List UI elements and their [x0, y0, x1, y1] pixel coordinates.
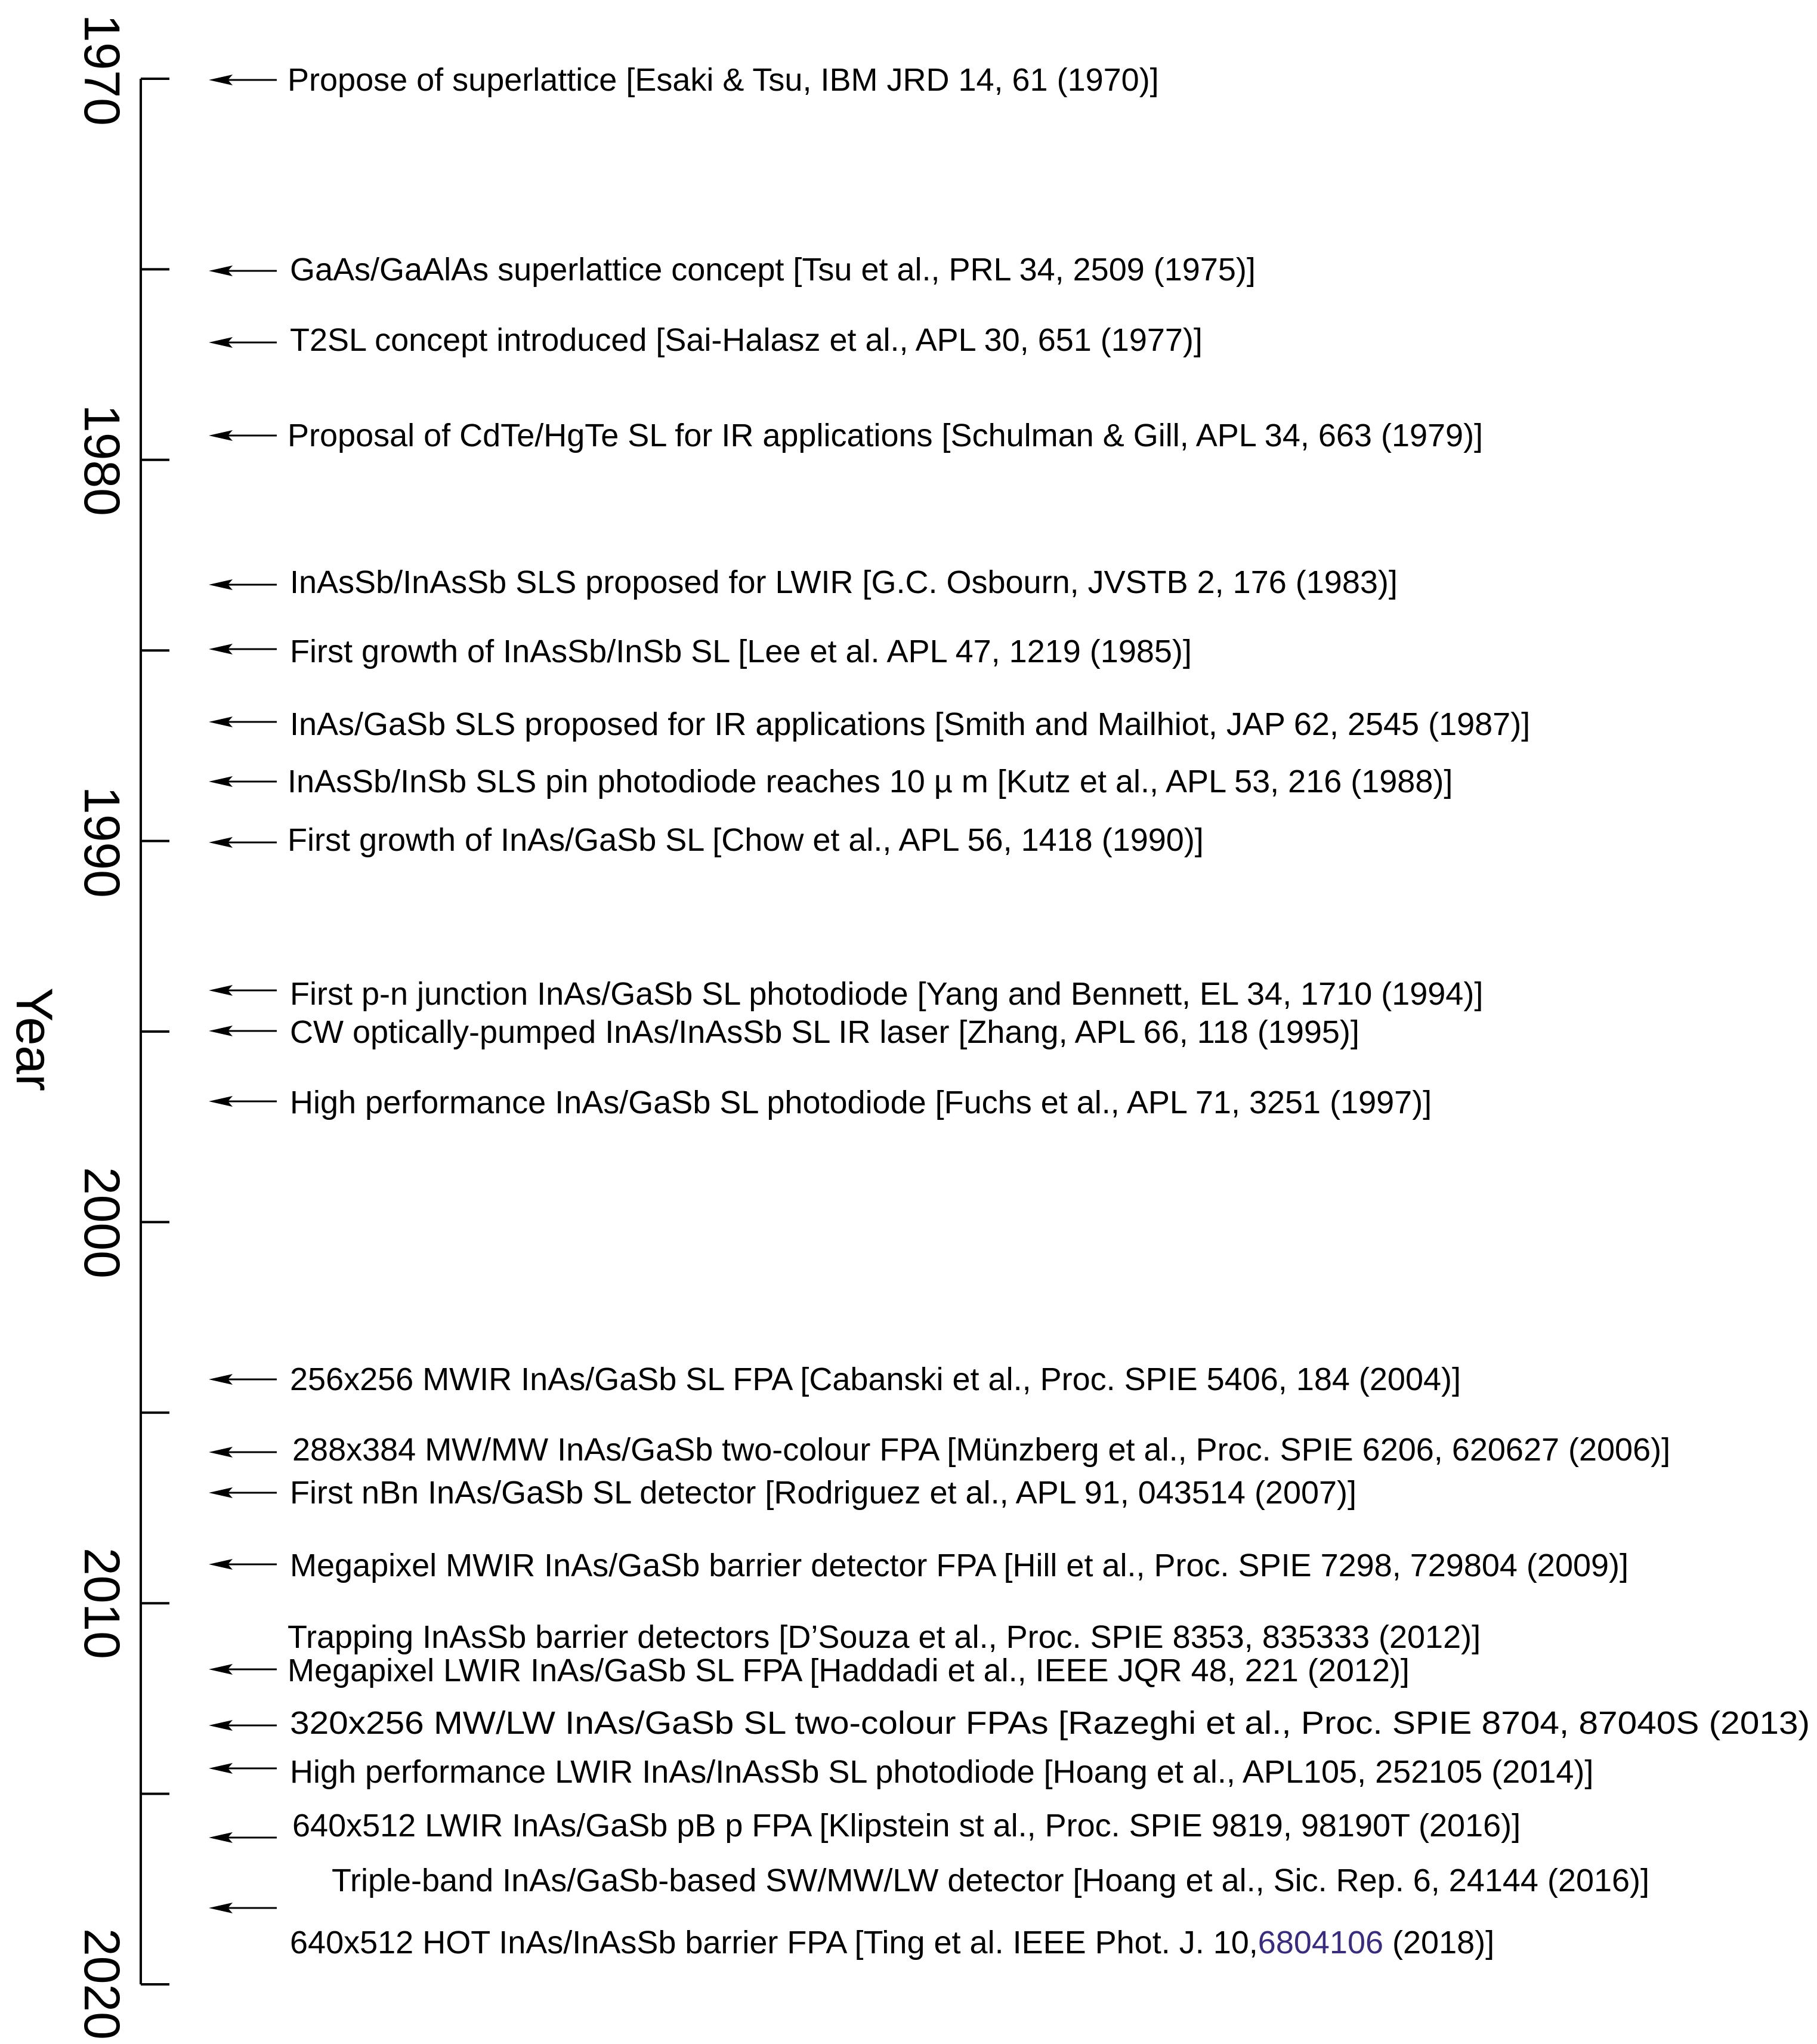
event-text: First growth of InAs/GaSb SL [Chow et al., APL 56, 1418 (1990)]: [288, 822, 1204, 858]
event-text: 256x256 MWIR InAs/GaSb SL FPA [Cabanski et al., Proc. SPIE 5406, 184 (2004)]: [290, 1361, 1461, 1397]
event-arrow: [209, 1664, 277, 1675]
event-text: Trapping InAsSb barrier detectors [D’Souza et al., Proc. SPIE 8353, 835333 (2012)]: [288, 1619, 1481, 1655]
event-arrow: [209, 430, 277, 441]
event-text: 640x512 LWIR InAs/GaSb pB p FPA [Klipstein st al., Proc. SPIE 9819, 98190T (2016)]: [292, 1808, 1521, 1844]
axis-title: Year: [5, 987, 63, 1091]
year-label-2000: 2000: [74, 1167, 130, 1279]
event-text: Megapixel LWIR InAs/GaSb SL FPA [Haddadi et al., IEEE JQR 48, 221 (2012)]: [288, 1653, 1410, 1688]
event-arrow: [209, 265, 277, 276]
event-arrow: [209, 644, 277, 654]
event-arrow: [209, 1374, 277, 1385]
event-text: InAsSb/InSb SLS pin photodiode reaches 10 µ m [Kutz et al., APL 53, 216 (1988)]: [288, 764, 1453, 799]
event-text: InAsSb/InAsSb SLS proposed for LWIR [G.C. Osbourn, JVSTB 2, 176 (1983)]: [290, 564, 1398, 600]
event-arrow: [209, 776, 277, 787]
event-text: 320x256 MW/LW InAs/GaSb SL two-colour FPAs [Razeghi et al., Proc. SPIE 8704, 87040S (2013): [290, 1705, 1810, 1741]
event-arrow: [209, 1447, 277, 1458]
event-arrow: [209, 837, 277, 848]
event-text: InAs/GaSb SLS proposed for IR applications [Smith and Mailhiot, JAP 62, 2545 (1987)]: [290, 706, 1531, 742]
event-arrow: [209, 1487, 277, 1498]
event-text: T2SL concept introduced [Sai-Halasz et al., APL 30, 651 (1977)]: [290, 322, 1203, 358]
event-text-highlighted: [290, 1925, 1494, 1960]
event-arrow: [209, 75, 277, 85]
year-label-2020: 2020: [74, 1928, 130, 2040]
event-arrow: [209, 1559, 277, 1570]
event-arrow: [209, 1832, 277, 1843]
event-arrow: [209, 1903, 277, 1913]
event-text: High performance LWIR InAs/InAsSb SL photodiode [Hoang et al., APL105, 252105 (2014)]: [290, 1754, 1594, 1790]
event-text: GaAs/GaAlAs superlattice concept [Tsu et al., PRL 34, 2509 (1975)]: [290, 252, 1256, 288]
year-label-1970: 1970: [74, 14, 130, 126]
event-text-part: 640x512 HOT InAs/InAsSb barrier FPA [Ting et al. IEEE Phot. J. 10,: [290, 1925, 1258, 1960]
event-arrow: [209, 1720, 277, 1731]
event-text: First p-n junction InAs/GaSb SL photodiode [Yang and Bennett, EL 34, 1710 (1994)]: [290, 976, 1484, 1012]
event-arrow: [209, 579, 277, 590]
year-label-2010: 2010: [74, 1548, 130, 1659]
event-arrow: [209, 717, 277, 727]
year-label-1990: 1990: [74, 786, 130, 898]
timeline-ticks: [141, 79, 169, 1984]
event-arrow: [209, 1026, 277, 1036]
event-text: Proposal of CdTe/HgTe SL for IR applications [Schulman & Gill, APL 34, 663 (1979)]: [288, 418, 1484, 453]
event-text: Megapixel MWIR InAs/GaSb barrier detector FPA [Hill et al., Proc. SPIE 7298, 729804 (2009)]: [290, 1548, 1629, 1583]
event-text: CW optically-pumped InAs/InAsSb SL IR laser [Zhang, APL 66, 118 (1995)]: [290, 1014, 1359, 1050]
year-labels: [74, 14, 130, 2040]
event-text: Propose of superlattice [Esaki & Tsu, IBM JRD 14, 61 (1970)]: [288, 62, 1159, 98]
event-text-part: (2018)]: [1383, 1925, 1495, 1960]
event-arrow: [209, 1096, 277, 1107]
event-text: Triple-band InAs/GaSb-based SW/MW/LW detector [Hoang et al., Sic. Rep. 6, 24144 (2016)]: [332, 1863, 1650, 1898]
event-text: High performance InAs/GaSb SL photodiode [Fuchs et al., APL 71, 3251 (1997)]: [290, 1085, 1432, 1120]
event-arrow: [209, 985, 277, 996]
event-arrow: [209, 1763, 277, 1774]
year-label-1980: 1980: [74, 405, 130, 516]
patent-number-highlight: 6804106: [1257, 1925, 1384, 1960]
event-text: First growth of InAsSb/InSb SL [Lee et al. APL 47, 1219 (1985)]: [290, 634, 1192, 669]
event-text: First nBn InAs/GaSb SL detector [Rodriguez et al., APL 91, 043514 (2007)]: [290, 1475, 1357, 1511]
event-list: [288, 62, 1810, 1960]
event-text: 288x384 MW/MW InAs/GaSb two-colour FPA [Münzberg et al., Proc. SPIE 6206, 620627 (2006)]: [292, 1432, 1671, 1468]
event-arrows: [209, 75, 277, 1913]
event-arrow: [209, 337, 277, 348]
